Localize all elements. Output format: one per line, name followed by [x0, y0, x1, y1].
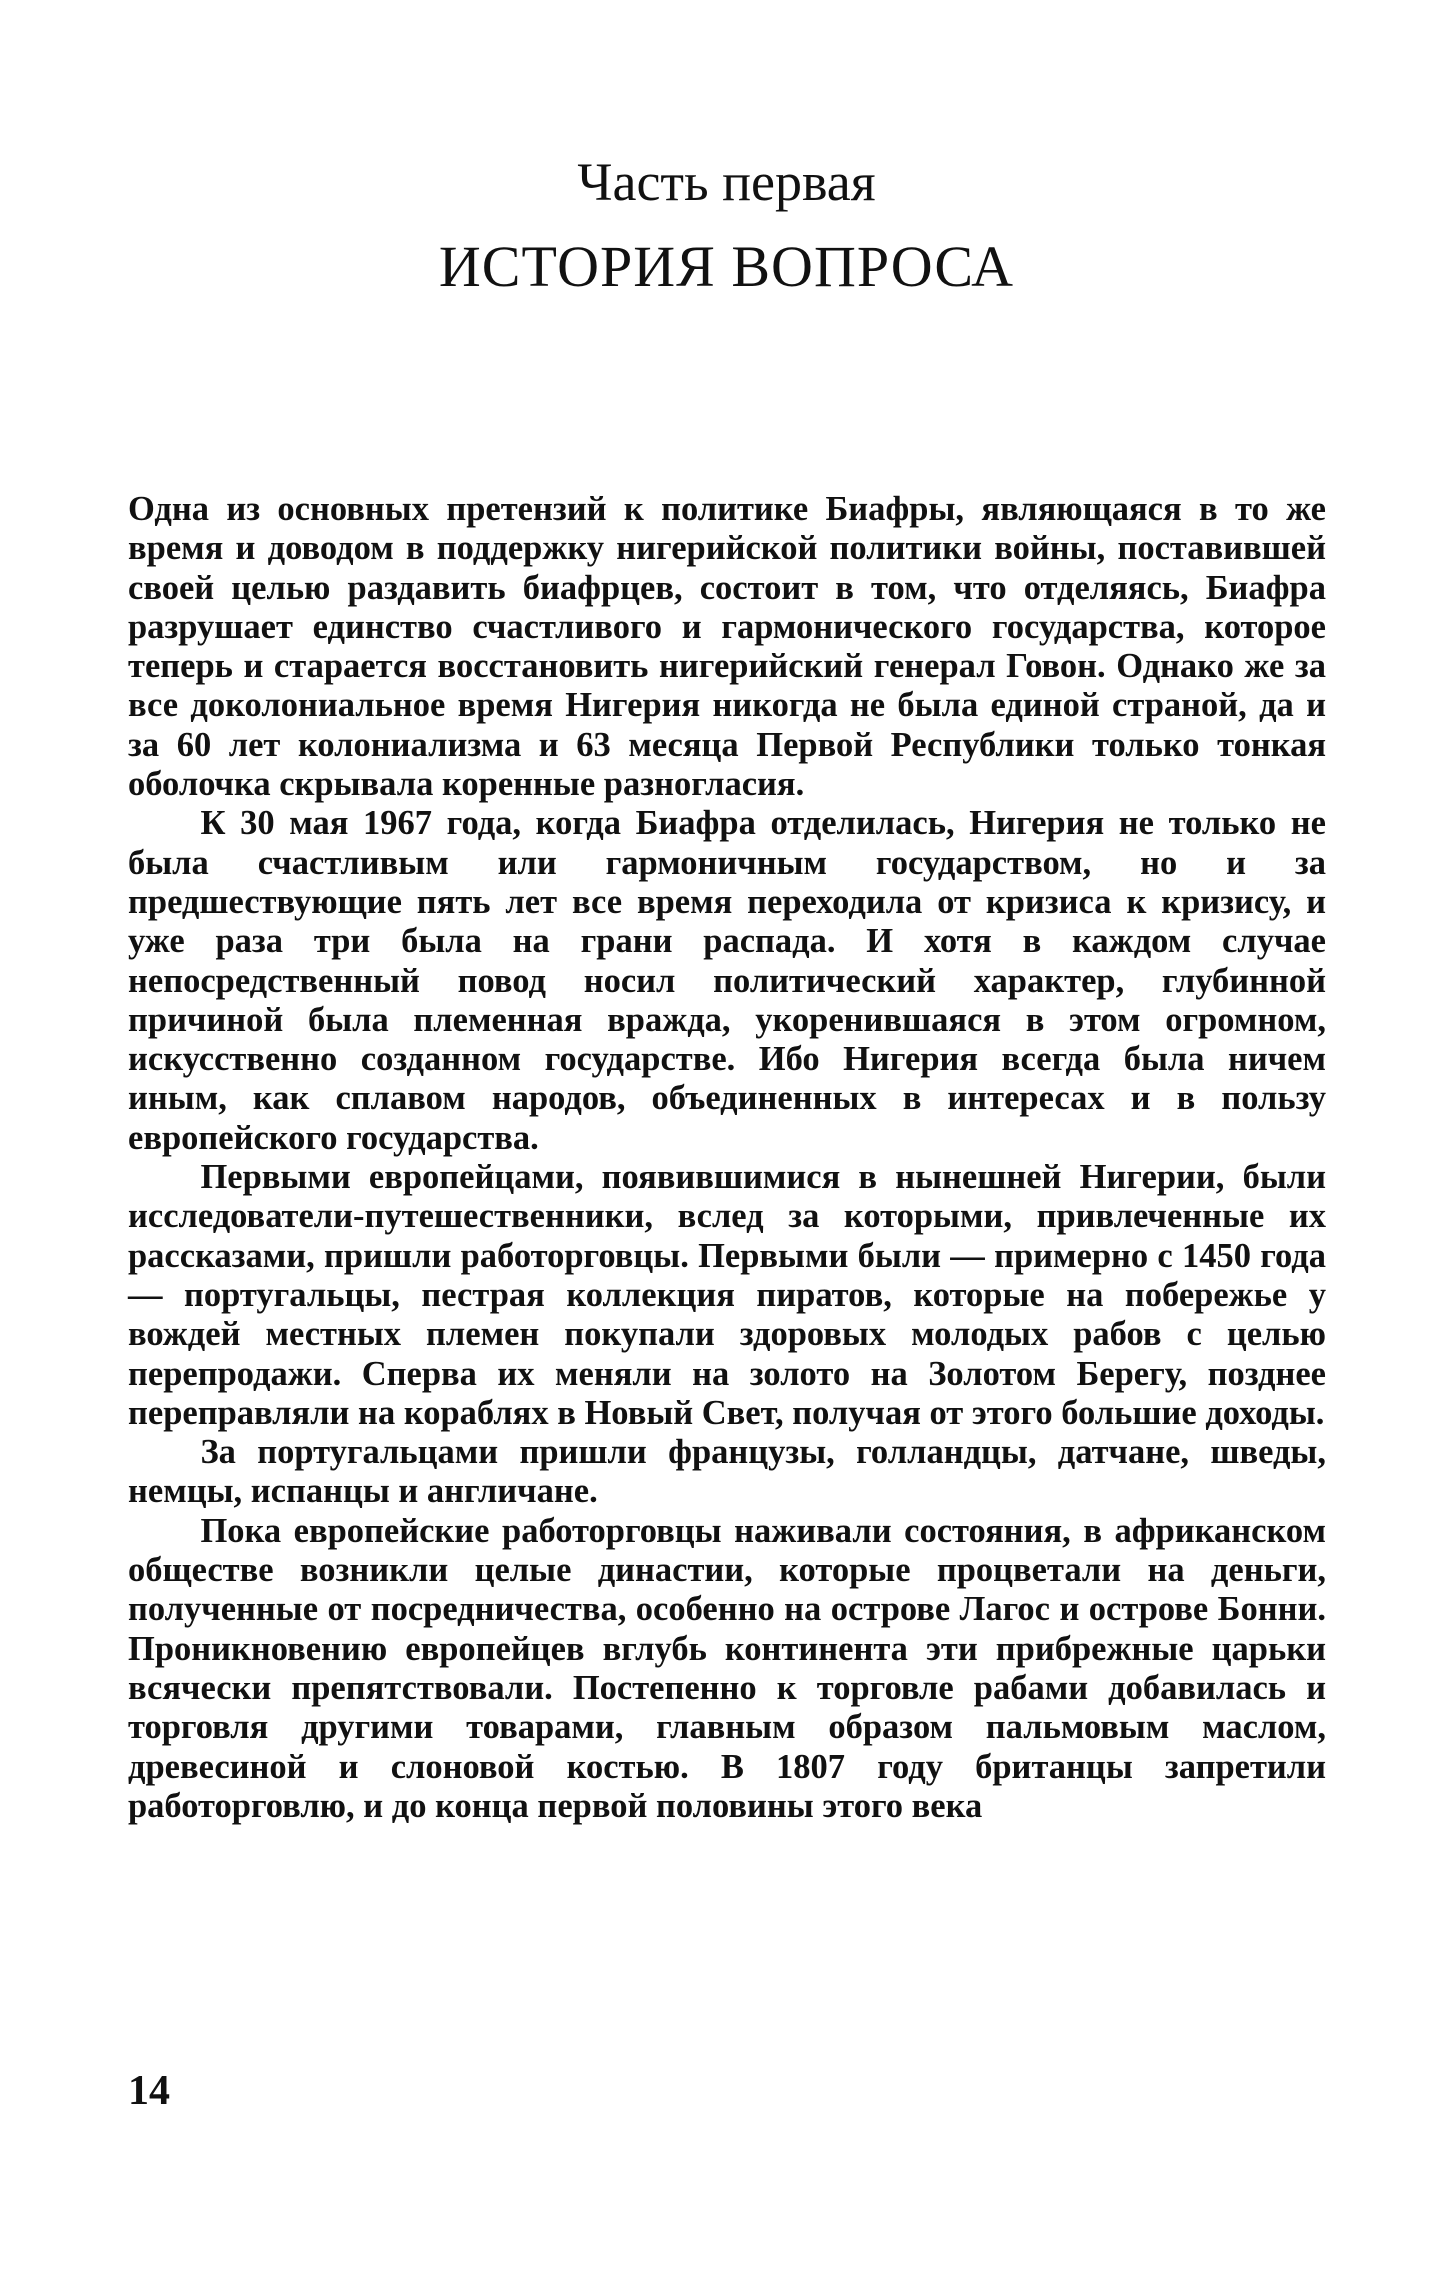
paragraph: Одна из основных претензий к политике Биафры, являющаяся в то же время и доводом в поддержку нигерийской политики войны, поставившей своей целью раздавить биафрцев, состоит в том, что отделяясь, Биафра разрушает единство счастливого и гармонического государства, которое теперь и старается восстановить нигерийский генерал Говон. Однако же за все доколониальное время Нигерия никогда не была единой страной, да и за 60 лет колониализма и 63 месяца Первой Республики только тонкая оболочка скрывала коренные разногласия.	[128, 490, 1326, 804]
chapter-title: ИСТОРИЯ ВОПРОСА	[438, 234, 1015, 299]
paragraph: Первыми европейцами, появившимися в нынешней Нигерии, были исследователи-путешественники, вслед за которыми, привлеченные их рассказами, пришли работорговцы. Первыми были — примерно с 1450 года — португальцы, пестрая коллекция пиратов, которые на побережье у вождей местных племен покупали здоровых молодых рабов с целью перепродажи. Сперва их меняли на золото на Золотом Берегу, позднее переправляли на кораблях в Новый Свет, получая от этого большие доходы.	[128, 1158, 1326, 1432]
paragraph: Пока европейские работорговцы наживали состояния, в африканском обществе возникли целые династии, которые процветали на деньги, полученные от посредничества, особенно на острове Лагос и острове Бонни. Проникновению европейцев вглубь континента эти прибрежные царьки всячески препятствовали. Постепенно к торговле рабами добавилась и торговля другими товарами, главным образом пальмовым маслом, древесиной и слоновой костью. В 1807 году британцы запретили работорговлю, и до конца первой половины этого века	[128, 1511, 1326, 1825]
paragraph: За португальцами пришли французы, голландцы, датчане, шведы, немцы, испанцы и англичане.	[128, 1433, 1326, 1511]
body-text	[128, 490, 1326, 1826]
part-label: Часть первая	[577, 152, 876, 212]
paragraph: К 30 мая 1967 года, когда Биафра отделилась, Нигерия не только не была счастливым или гармоничным государством, но и за предшествующие пять лет все время переходила от кризиса к кризису, и уже раза три была на грани распада. И хотя в каждом случае непосредственный повод носил политический характер, глубинной причиной была племенная вражда, укоренившаяся в этом огромном, искусственно созданном государстве. Ибо Нигерия всегда была ничем иным, как сплавом народов, объединенных в интересах и в пользу европейского государства.	[128, 804, 1326, 1157]
page-number: 14	[128, 2068, 170, 2114]
